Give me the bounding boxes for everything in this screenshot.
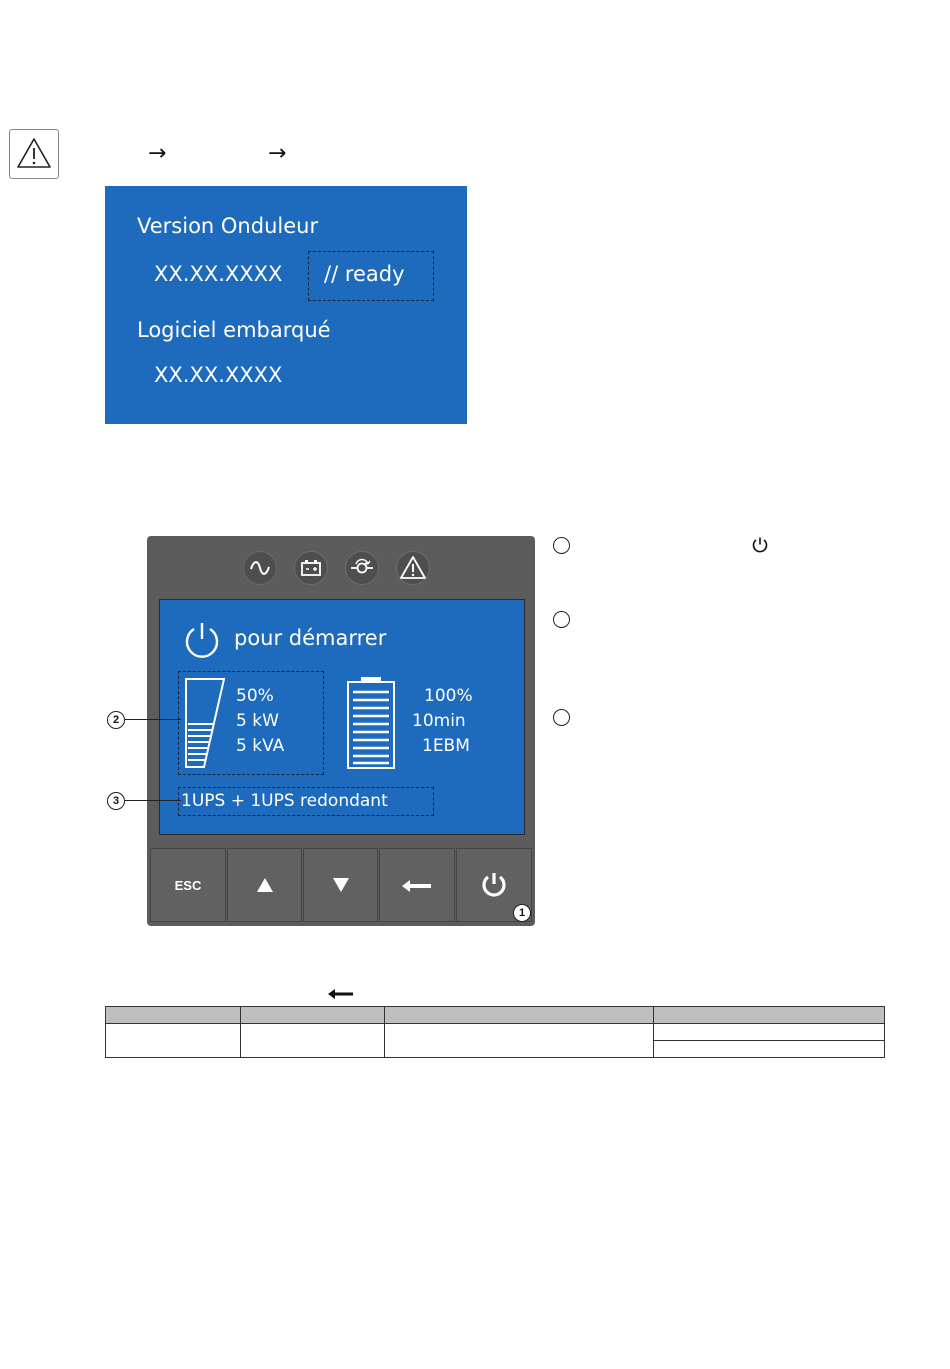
firmware-label: Logiciel embarqué <box>137 318 331 342</box>
table-row <box>106 1024 885 1041</box>
ups-control-panel <box>147 536 535 926</box>
power-icon <box>182 620 222 664</box>
battery-ebm: 1EBM <box>422 736 470 756</box>
legend-circle <box>553 537 570 554</box>
settings-table <box>105 1006 885 1058</box>
table-header-cell <box>241 1007 385 1024</box>
ac-wave-icon <box>243 551 277 585</box>
table-cell <box>654 1041 885 1058</box>
table-cell <box>654 1024 885 1041</box>
power-icon <box>751 536 769 559</box>
ups-version-value: XX.XX.XXXX <box>154 262 283 286</box>
battery-level-icon <box>345 675 397 775</box>
arrow-down-icon <box>332 877 350 893</box>
enter-icon <box>401 877 433 893</box>
callout-3-leader <box>125 800 181 801</box>
redundancy-status: 1UPS + 1UPS redondant <box>181 791 388 811</box>
table-cell <box>385 1024 654 1058</box>
arrow-right-icon: → <box>268 141 287 166</box>
table-header-cell <box>106 1007 241 1024</box>
enter-icon <box>327 986 355 1005</box>
bypass-icon <box>345 551 379 585</box>
version-screen <box>105 186 467 424</box>
keypad <box>150 848 532 923</box>
battery-icon <box>294 551 328 585</box>
callout-1: 1 <box>513 904 531 922</box>
table-cell <box>241 1024 385 1058</box>
alarm-warning-icon <box>396 551 430 585</box>
arrow-right-icon: → <box>148 141 167 166</box>
load-percent: 50% <box>236 686 274 706</box>
table-header-cell <box>654 1007 885 1024</box>
esc-button[interactable]: ESC <box>150 848 226 922</box>
version-title: Version Onduleur <box>137 214 319 238</box>
battery-runtime: 10min <box>412 711 466 731</box>
ready-tag: // ready <box>324 262 405 286</box>
load-kw: 5 kW <box>236 711 279 731</box>
lcd-screen <box>159 599 525 835</box>
start-message: pour démarrer <box>234 626 387 650</box>
down-button[interactable] <box>303 848 378 922</box>
arrow-up-icon <box>256 877 274 893</box>
callout-3: 3 <box>107 792 125 810</box>
table-cell <box>106 1024 241 1058</box>
load-kva: 5 kVA <box>236 736 285 756</box>
load-bar-icon <box>184 677 228 773</box>
power-icon <box>480 871 508 899</box>
firmware-version-value: XX.XX.XXXX <box>154 363 283 387</box>
callout-2: 2 <box>107 711 125 729</box>
legend-circle <box>553 611 570 628</box>
up-button[interactable] <box>227 848 302 922</box>
enter-button[interactable] <box>379 848 455 922</box>
callout-2-leader <box>125 719 181 720</box>
warning-icon <box>9 129 59 179</box>
table-header-row <box>106 1007 885 1024</box>
battery-charge: 100% <box>424 686 473 706</box>
legend-circle <box>553 709 570 726</box>
table-header-cell <box>385 1007 654 1024</box>
